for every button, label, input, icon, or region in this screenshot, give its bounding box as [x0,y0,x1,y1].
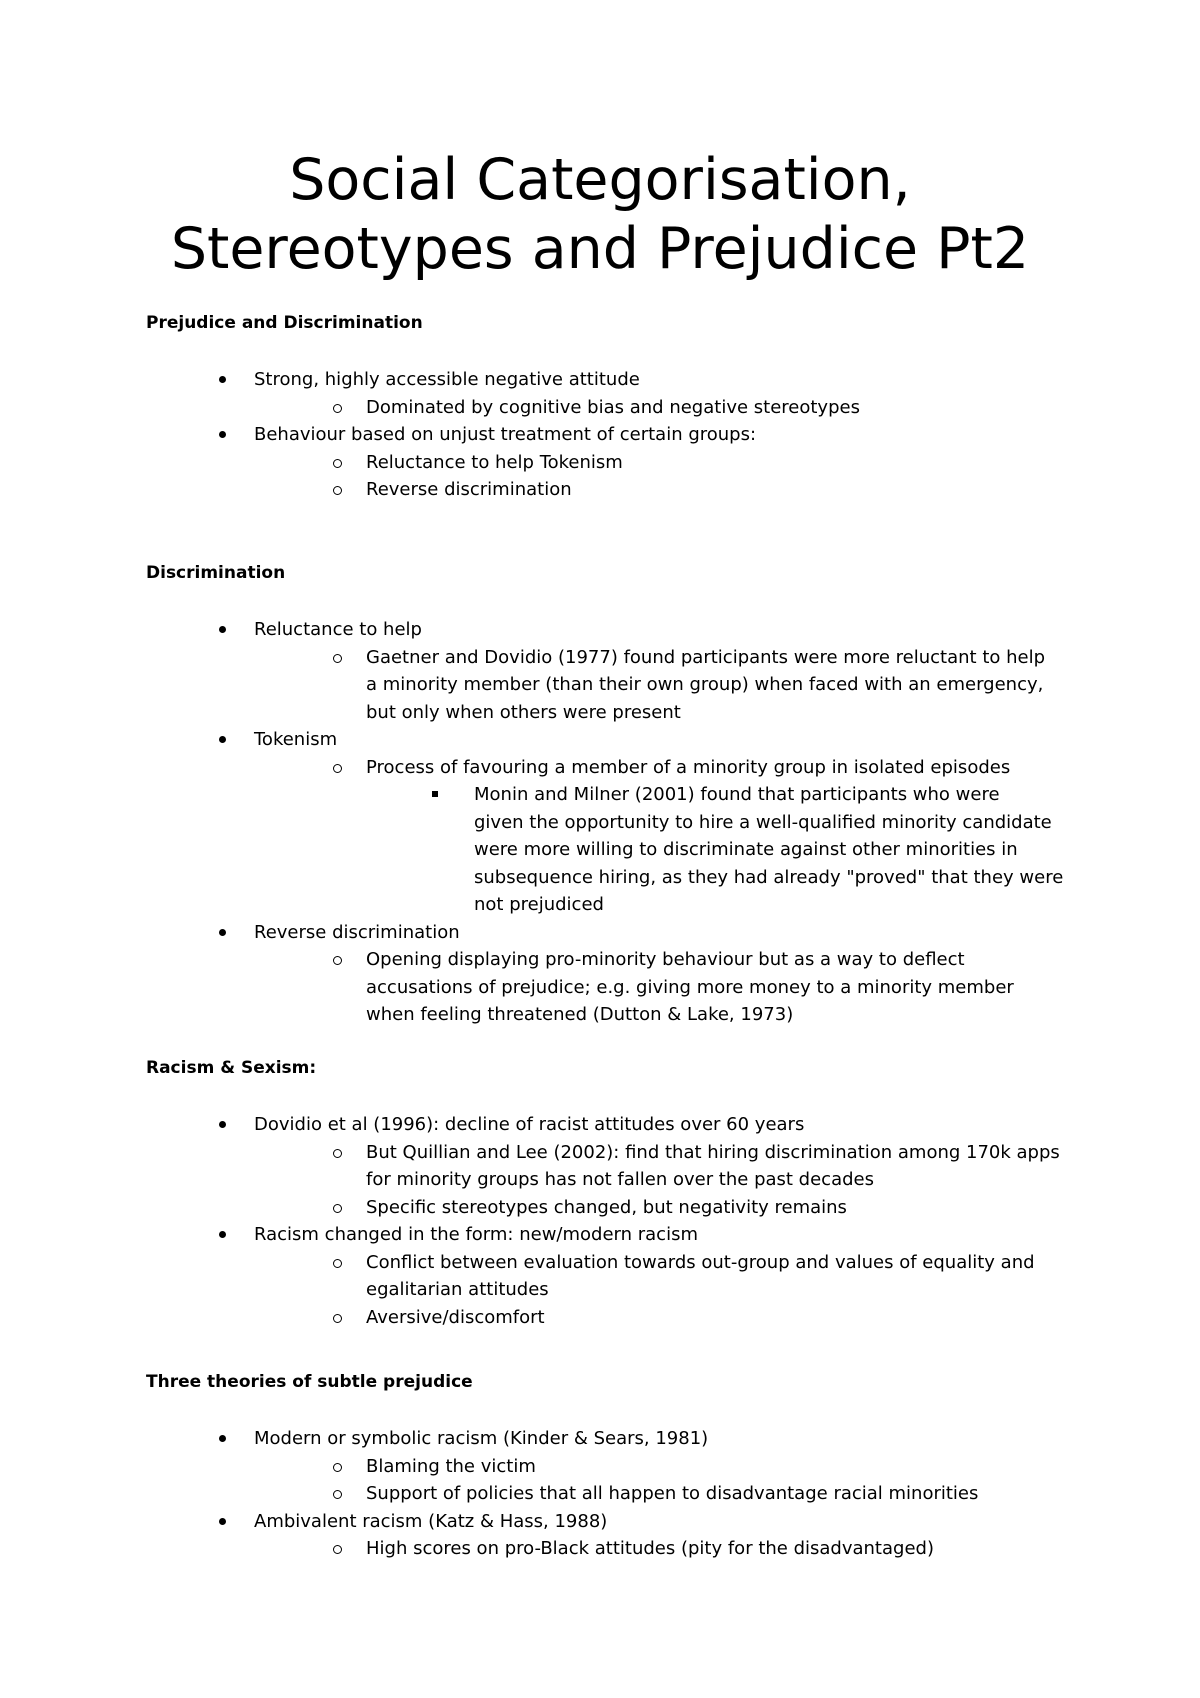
list-item: Strong, highly accessible negative attitude [254,369,640,390]
list-item-continuation: a minority member (than their own group) when faced with an emergency, [366,674,1044,695]
list-item: But Quillian and Lee (2002): find that hiring discrimination among 170k apps [366,1141,1060,1163]
list-item: Ambivalent racism (Katz & Hass, 1988) [254,1510,608,1532]
list-item: Conflict between evaluation towards out-group and values of equality and [366,1251,1035,1273]
bullet-circle-icon [333,956,342,965]
list-item: Reluctance to help Tokenism [366,451,623,473]
list-item-continuation: but only when others were present [366,701,681,723]
bullet-square-icon [432,791,438,797]
list-item: Reverse discrimination [366,479,572,500]
bullet-circle-icon [333,486,342,495]
list-item-continuation: accusations of prejudice; e.g. giving more money to a minority member [366,976,1014,998]
bullet-disc-icon [219,626,226,633]
document-title-line-1: Social Categorisation, [289,147,911,213]
list-item: Gaetner and Dovidio (1977) found participants were more reluctant to help [366,646,1046,668]
list-item: Behaviour based on unjust treatment of certain groups: [254,424,757,445]
list-item-continuation: given the opportunity to hire a well-qualified minority candidate [474,811,1052,833]
bullet-circle-icon [333,1259,342,1268]
list-item: Support of policies that all happen to disadvantage racial minorities [366,1483,979,1504]
bullet-circle-icon [333,1149,342,1158]
list-item: Modern or symbolic racism (Kinder & Sears, 1981) [254,1428,709,1449]
bullet-circle-icon [333,764,342,773]
bullet-circle-icon [333,1463,342,1472]
bullet-disc-icon [219,736,226,743]
list-item-continuation: when feeling threatened (Dutton & Lake, 1973) [366,1004,794,1025]
bullet-disc-icon [219,1518,226,1525]
section-heading: Prejudice and Discrimination [146,313,423,333]
bullet-circle-icon [333,654,342,663]
list-item: Monin and Milner (2001) found that participants who were [474,784,1000,805]
bullet-disc-icon [219,1435,226,1442]
list-item-continuation: egalitarian attitudes [366,1279,549,1300]
list-item: Reluctance to help [254,619,422,640]
list-item: Racism changed in the form: new/modern racism [254,1224,698,1245]
bullet-circle-icon [333,1204,342,1213]
list-item: High scores on pro-Black attitudes (pity for the disadvantaged) [366,1538,934,1559]
list-item-continuation: not prejudiced [474,894,604,915]
list-item: Aversive/discomfort [366,1306,545,1328]
bullet-circle-icon [333,459,342,468]
list-item: Process of favouring a member of a minority group in isolated episodes [366,756,1011,778]
list-item-continuation: were more willing to discriminate against other minorities in [474,839,1018,860]
list-item: Specific stereotypes changed, but negativity remains [366,1196,847,1218]
list-item: Dominated by cognitive bias and negative stereotypes [366,396,860,418]
bullet-disc-icon [219,376,226,383]
list-item: Blaming the victim [366,1455,536,1477]
bullet-circle-icon [333,1490,342,1499]
bullet-circle-icon [333,1314,342,1323]
bullet-disc-icon [219,929,226,936]
bullet-disc-icon [219,1121,226,1128]
list-item: Dovidio et al (1996): decline of racist attitudes over 60 years [254,1114,805,1135]
list-item: Tokenism [254,729,338,750]
list-item-continuation: subsequence hiring, as they had already "proved" that they were [474,866,1064,888]
list-item-continuation: for minority groups has not fallen over the past decades [366,1169,874,1190]
section-heading: Discrimination [146,563,286,583]
bullet-disc-icon [219,431,226,438]
document-title-line-2: Stereotypes and Prejudice Pt2 [170,216,1030,282]
list-item: Reverse discrimination [254,921,460,943]
list-item: Opening displaying pro-minority behaviour but as a way to deflect [366,949,965,970]
bullet-circle-icon [333,1545,342,1554]
section-heading: Racism & Sexism: [146,1058,317,1078]
bullet-disc-icon [219,1231,226,1238]
bullet-circle-icon [333,404,342,413]
section-heading: Three theories of subtle prejudice [146,1372,473,1392]
